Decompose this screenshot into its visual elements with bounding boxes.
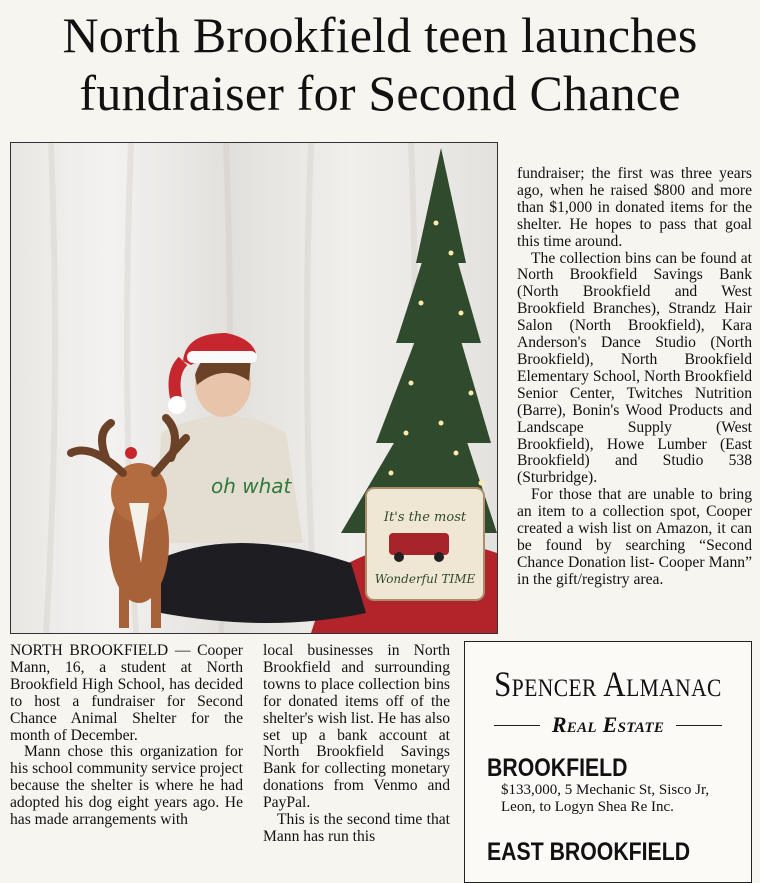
paragraph: The collection bins can be found at North Brookfield Savings Bank (North Brookfield and West Brookfield Branches), Strandz Hair Salon (North Brookfield), Kara Anderson's Dance Studio (North Brookfield), North Brookfield Elementary School, North Brookfield Senior Center, Twitches Nutrition (Barre), Bonin's Wood Products and Landscape Supply (West Brookfield), Howe Lumber (East Brookfield) and Studio 538 (Sturbridge). bbox=[517, 249, 752, 487]
paragraph: Mann chose this organization for his school community service project because the shelter is where he had adopted his dog eight years ago. He has made arrangements with bbox=[10, 743, 243, 829]
town-heading: EAST BROOKFIELD bbox=[487, 838, 691, 866]
christmas-tree bbox=[341, 148, 497, 533]
almanac-title: Spencer Almanac bbox=[494, 664, 722, 704]
paragraph: NORTH BROOKFIELD — Cooper Mann, 16, a student at North Brookfield High School, has decided to host a fundraiser for Second Chance Animal Shelter for the month of December. bbox=[10, 642, 243, 744]
headline-line-2: fundraiser for Second Chance bbox=[79, 65, 681, 121]
pillow-text-bottom: Wonderful TIME bbox=[374, 572, 476, 586]
almanac-subtitle-row bbox=[465, 712, 751, 738]
paragraph: For those that are unable to bring an item to a collection spot, Cooper created a wish list on Amazon, it can be found by searching “Second Chance Donation list- Cooper Mann” in the gift/registry area. bbox=[517, 486, 752, 588]
article-column-2 bbox=[263, 643, 450, 846]
headline bbox=[0, 6, 760, 122]
divider bbox=[494, 725, 540, 726]
paragraph: This is the second time that Mann has run this bbox=[263, 811, 450, 845]
town-heading: BROOKFIELD bbox=[487, 754, 628, 782]
real-estate-entry bbox=[487, 782, 737, 816]
divider bbox=[676, 725, 722, 726]
shirt-text: oh what bbox=[211, 474, 292, 498]
paragraph: fundraiser; the first was three years ago, when he raised $800 and more than $1,000 in donated items for the shelter. He hopes to pass that goal this time around. bbox=[517, 165, 752, 250]
paragraph: local businesses in North Brookfield and surrounding towns to place collection bins for donated items off of the shelter's wish list. He has also set up a bank account at North Brookfield Savings Bank for collecting monetary donations from Venmo and PayPal. bbox=[263, 642, 450, 812]
article-column-right bbox=[517, 166, 752, 589]
almanac-subtitle: Real Estate bbox=[551, 712, 665, 737]
entry-text: $133,000, 5 Mechanic St, Sisco Jr, Leon, to Logyn Shea Re Inc. bbox=[501, 782, 710, 815]
pillow-text-top: It's the most bbox=[383, 510, 467, 525]
article-photo bbox=[10, 142, 498, 634]
article-column-1 bbox=[10, 643, 243, 829]
headline-line-1: North Brookfield teen launches bbox=[62, 7, 698, 63]
spencer-almanac-box bbox=[464, 641, 752, 883]
